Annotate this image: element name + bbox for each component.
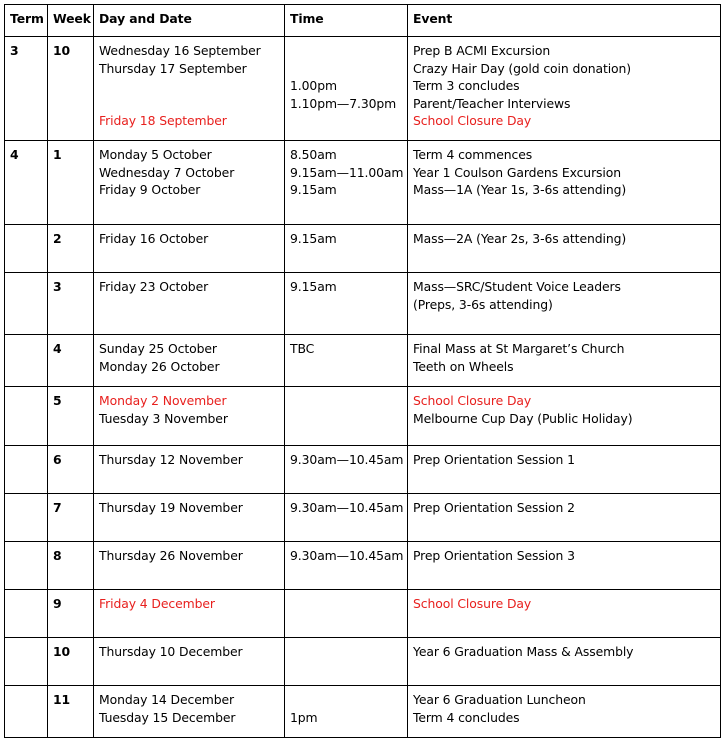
term-cell xyxy=(5,387,48,446)
day-date-line: Friday 16 October xyxy=(99,231,209,246)
event-line: Year 6 Graduation Mass & Assembly xyxy=(413,644,634,659)
day-date-line: Monday 5 October xyxy=(99,147,212,162)
time-cell xyxy=(285,638,408,686)
term-cell xyxy=(5,273,48,335)
event-line: Melbourne Cup Day (Public Holiday) xyxy=(413,410,633,426)
table-row xyxy=(5,273,721,335)
event-line: School Closure Day xyxy=(413,393,532,408)
week-cell: 4 xyxy=(48,335,94,387)
header-time: Time xyxy=(285,5,408,37)
day-date-line: Thursday 19 November xyxy=(99,500,243,515)
time-cell xyxy=(285,542,408,590)
time-line xyxy=(290,392,403,410)
day-date-cell xyxy=(94,387,285,446)
day-date-line: Monday 14 December xyxy=(99,692,235,707)
header-day-and-date: Day and Date xyxy=(94,5,285,37)
week-cell: 6 xyxy=(48,446,94,494)
time-cell xyxy=(285,141,408,225)
event-line: School Closure Day xyxy=(413,596,532,611)
time-line: 9.30am—10.45am xyxy=(290,548,404,563)
time-cell xyxy=(285,37,408,141)
time-line xyxy=(290,42,403,60)
event-cell xyxy=(408,446,721,494)
time-line: 1pm xyxy=(290,709,318,725)
event-line: Prep Orientation Session 3 xyxy=(413,548,575,563)
event-cell xyxy=(408,638,721,686)
day-date-line: Sunday 25 October xyxy=(99,341,217,356)
time-cell xyxy=(285,494,408,542)
table-row xyxy=(5,638,721,686)
term-cell xyxy=(5,335,48,387)
event-line: Prep B ACMI Excursion xyxy=(413,43,551,58)
week-cell: 10 xyxy=(48,37,94,141)
header-week: Week xyxy=(48,5,94,37)
table-row xyxy=(5,225,721,273)
event-line: Teeth on Wheels xyxy=(413,358,514,374)
event-line: Year 6 Graduation Luncheon xyxy=(413,692,586,707)
event-cell xyxy=(408,387,721,446)
event-line: Prep Orientation Session 2 xyxy=(413,500,575,515)
time-line xyxy=(290,595,403,613)
time-cell xyxy=(285,686,408,738)
day-date-line: Wednesday 7 October xyxy=(99,164,235,180)
event-cell xyxy=(408,542,721,590)
event-line: Term 3 concludes xyxy=(413,78,520,93)
event-cell xyxy=(408,590,721,638)
event-cell xyxy=(408,225,721,273)
time-line: 9.15am xyxy=(290,279,337,294)
time-line: 9.30am—10.45am xyxy=(290,452,404,467)
table-row xyxy=(5,542,721,590)
time-line: 1.10pm—7.30pm xyxy=(290,95,397,111)
day-date-cell xyxy=(94,542,285,590)
time-cell xyxy=(285,590,408,638)
day-date-cell xyxy=(94,638,285,686)
day-date-line: Thursday 10 December xyxy=(99,644,243,659)
time-cell xyxy=(285,387,408,446)
time-line: 1.00pm xyxy=(290,78,337,93)
time-line: 9.15am—11.00am xyxy=(290,164,404,180)
week-cell: 3 xyxy=(48,273,94,335)
day-date-line xyxy=(99,95,280,113)
table-row xyxy=(5,686,721,738)
day-date-line: Thursday 17 September xyxy=(99,60,247,76)
header-row xyxy=(5,5,721,37)
term-cell: 4 xyxy=(5,141,48,225)
event-line: Term 4 commences xyxy=(413,147,533,162)
event-cell xyxy=(408,141,721,225)
event-line: Crazy Hair Day (gold coin donation) xyxy=(413,60,632,76)
event-line: Mass—1A (Year 1s, 3-6s attending) xyxy=(413,182,627,197)
day-date-line: Monday 26 October xyxy=(99,358,220,374)
week-cell: 10 xyxy=(48,638,94,686)
time-cell xyxy=(285,335,408,387)
event-line: School Closure Day xyxy=(413,113,532,128)
event-line: Parent/Teacher Interviews xyxy=(413,95,571,111)
header-event: Event xyxy=(408,5,721,37)
day-date-line: Tuesday 15 December xyxy=(99,709,236,725)
event-cell xyxy=(408,494,721,542)
day-date-line: Friday 4 December xyxy=(99,596,215,611)
time-line xyxy=(290,691,403,709)
event-cell xyxy=(408,335,721,387)
time-cell xyxy=(285,273,408,335)
day-date-line: Thursday 12 November xyxy=(99,452,243,467)
term-cell xyxy=(5,225,48,273)
time-line: 8.50am xyxy=(290,147,337,162)
table-row xyxy=(5,37,721,141)
term-cell xyxy=(5,494,48,542)
table-row xyxy=(5,335,721,387)
term-cell xyxy=(5,542,48,590)
header-term: Term xyxy=(5,5,48,37)
day-date-line: Friday 9 October xyxy=(99,182,201,197)
day-date-cell xyxy=(94,494,285,542)
time-cell xyxy=(285,446,408,494)
week-cell: 11 xyxy=(48,686,94,738)
week-cell: 8 xyxy=(48,542,94,590)
table-row xyxy=(5,387,721,446)
week-cell: 1 xyxy=(48,141,94,225)
event-line: (Preps, 3-6s attending) xyxy=(413,296,553,312)
day-date-cell xyxy=(94,686,285,738)
day-date-cell xyxy=(94,37,285,141)
event-line: Prep Orientation Session 1 xyxy=(413,452,575,467)
time-cell xyxy=(285,225,408,273)
week-cell: 9 xyxy=(48,590,94,638)
day-date-line: Monday 2 November xyxy=(99,393,227,408)
week-cell: 7 xyxy=(48,494,94,542)
calendar-table xyxy=(4,4,721,738)
table-row xyxy=(5,494,721,542)
day-date-line: Wednesday 16 September xyxy=(99,43,261,58)
term-cell xyxy=(5,590,48,638)
day-date-cell xyxy=(94,590,285,638)
time-line xyxy=(290,112,403,130)
day-date-line: Thursday 26 November xyxy=(99,548,243,563)
day-date-line: Tuesday 3 November xyxy=(99,410,228,426)
day-date-cell xyxy=(94,446,285,494)
day-date-cell xyxy=(94,225,285,273)
time-line: 9.15am xyxy=(290,231,337,246)
day-date-cell xyxy=(94,273,285,335)
time-line: 9.15am xyxy=(290,182,337,197)
table-row xyxy=(5,590,721,638)
event-line: Final Mass at St Margaret’s Church xyxy=(413,341,625,356)
day-date-cell xyxy=(94,141,285,225)
time-line: TBC xyxy=(290,341,315,356)
event-cell xyxy=(408,37,721,141)
time-line: 9.30am—10.45am xyxy=(290,500,404,515)
week-cell: 2 xyxy=(48,225,94,273)
term-cell xyxy=(5,638,48,686)
day-date-line: Friday 18 September xyxy=(99,113,227,128)
event-line: Term 4 concludes xyxy=(413,709,520,725)
time-line xyxy=(290,643,403,661)
event-cell xyxy=(408,273,721,335)
day-date-line: Friday 23 October xyxy=(99,279,209,294)
table-row xyxy=(5,446,721,494)
term-cell xyxy=(5,446,48,494)
term-cell: 3 xyxy=(5,37,48,141)
day-date-cell xyxy=(94,335,285,387)
event-line: Year 1 Coulson Gardens Excursion xyxy=(413,164,621,180)
event-line: Mass—SRC/Student Voice Leaders xyxy=(413,279,621,294)
term-cell xyxy=(5,686,48,738)
week-cell: 5 xyxy=(48,387,94,446)
table-row xyxy=(5,141,721,225)
event-line: Mass—2A (Year 2s, 3-6s attending) xyxy=(413,231,627,246)
time-line xyxy=(290,60,403,78)
day-date-line xyxy=(99,77,280,95)
event-cell xyxy=(408,686,721,738)
